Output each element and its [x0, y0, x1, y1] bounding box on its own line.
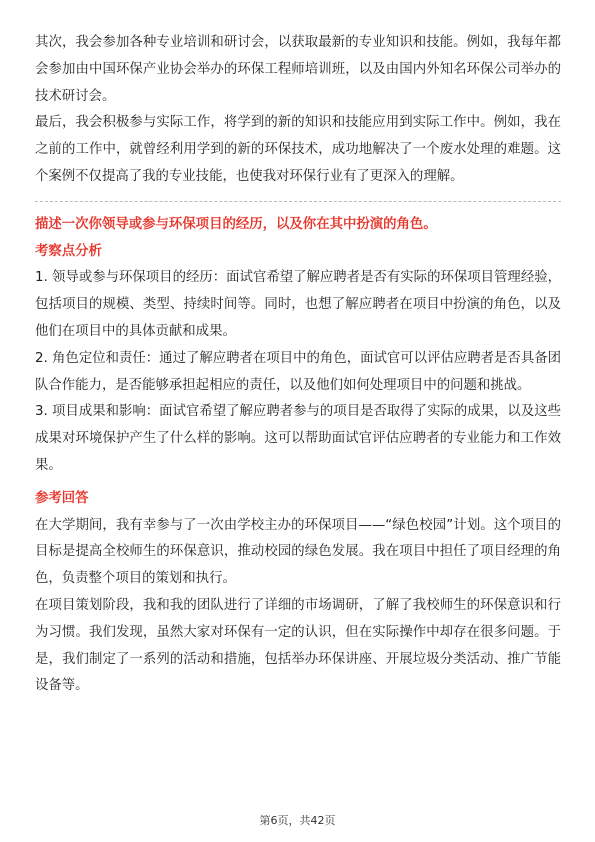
intro-paragraph: 其次，我会参加各种专业培训和研讨会，以获取最新的专业知识和技能。例如，我每年都会参加由中国环保产业协会举办的环保工程师培训班，以及由国内外知名环保公司举办的技术研讨会。	[35, 35, 561, 104]
analysis-item: 2. 角色定位和责任：通过了解应聘者在项目中的角色，面试官可以评估应聘者是否具备团队合作能力，是否能够承担起相应的责任，以及他们如何处理项目中的问题和挑战。	[35, 350, 561, 393]
document-page	[35, 30, 561, 700]
answer-paragraph: 在项目策划阶段，我和我的团队进行了详细的市场调研，了解了我校师生的环保意识和行为习惯。我们发现，虽然大家对环保有一定的认识，但在实际操作中却存在很多问题。于是，我们制定了一系列的活动和措施，包括举办环保讲座、开展垃圾分类活动、推广节能设备等。	[35, 597, 561, 694]
intro-block	[35, 30, 561, 191]
section-divider	[35, 201, 561, 202]
analysis-title: 考察点分析	[35, 243, 102, 259]
analysis-item: 1. 领导或参与环保项目的经历：面试官希望了解应聘者是否有实际的环保项目管理经验，包括项目的规模、类型、持续时间等。同时，也想了解应聘者在项目中扮演的角色，以及他们在项目中的具体贡献和成果。	[35, 270, 561, 339]
answer-paragraph: 在大学期间，我有幸参与了一次由学校主办的环保项目——“绿色校园”计划。这个项目的目标是提高全校师生的环保意识，推动校园的绿色发展。我在项目中担任了项目经理的角色，负责整个项目的策划和执行。	[35, 517, 561, 587]
page-number: 第6页，共42页	[259, 814, 336, 827]
answer-title: 参考回答	[35, 490, 89, 506]
analysis-item: 3. 项目成果和影响：面试官希望了解应聘者参与的项目是否取得了实际的成果，以及这些成果对环境保护产生了什么样的影响。这可以帮助面试官评估应聘者的专业能力和工作效果。	[35, 404, 561, 473]
question-heading: 描述一次你领导或参与环保项目的经历，以及你在其中扮演的角色。	[35, 216, 437, 232]
intro-paragraph: 最后，我会积极参与实际工作，将学到的新的知识和技能应用到实际工作中。例如，我在之前的工作中，就曾经利用学到的新的环保技术，成功地解决了一个废水处理的难题。这个案例不仅提高了我的专业技能，也使我对环保行业有了更深入的理解。	[35, 115, 561, 184]
